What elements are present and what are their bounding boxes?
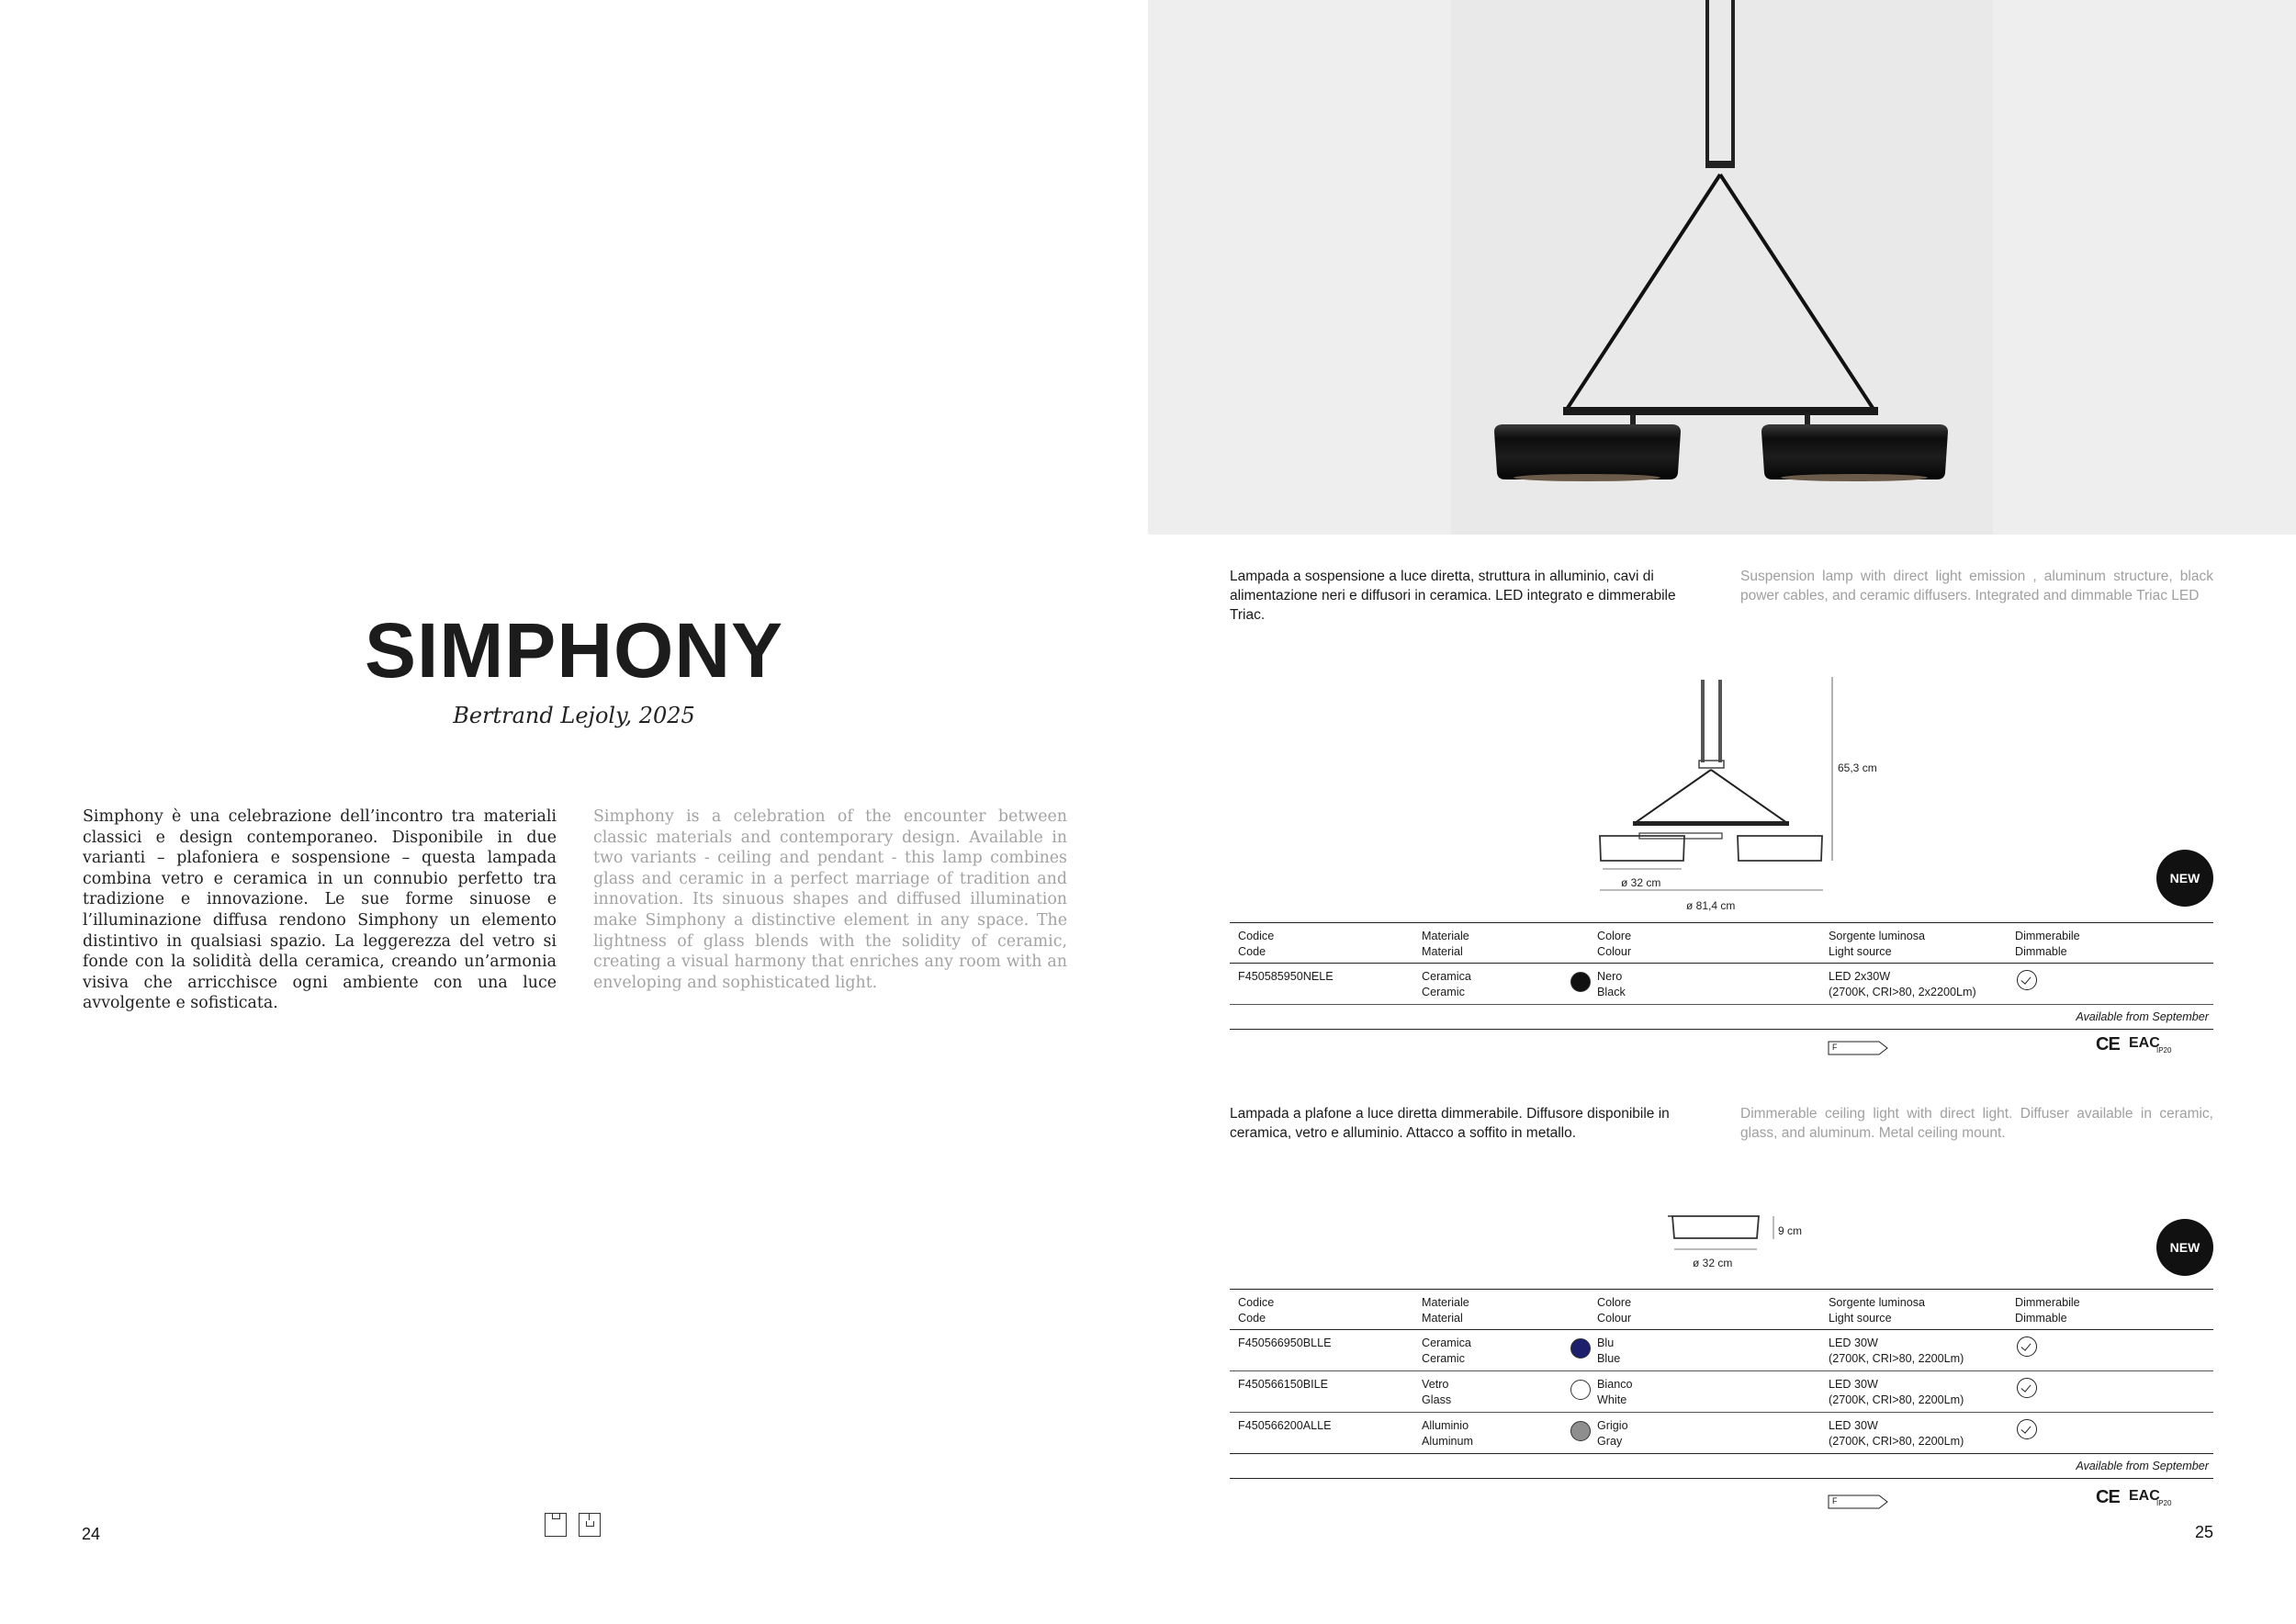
suspension-description-english: Suspension lamp with direct light emission , aluminum structure, black power cables, and ceramic diffusers. Integrated and dimmable Triac LED xyxy=(1740,569,2213,603)
eac-mark-icon: EAC xyxy=(2129,1488,2160,1504)
availability-note: Available from September xyxy=(2076,1010,2209,1023)
table-row xyxy=(1230,1330,2213,1371)
product-photo xyxy=(1148,0,2296,535)
colour-swatch xyxy=(1570,1421,1591,1441)
material: Ceramica Ceramic xyxy=(1422,970,1471,998)
light-source: LED 30W (2700K, CRI>80, 2200Lm) xyxy=(1829,1419,1964,1448)
availability-note: Available from September xyxy=(2076,1460,2209,1472)
dimmable-check-icon xyxy=(2017,1378,2037,1398)
pendant-lamp-image xyxy=(1148,0,2296,535)
table-row xyxy=(1230,1413,2213,1454)
dimmable-check-icon xyxy=(2017,1419,2037,1439)
description-english: Simphony is a celebration of the encounter between classic materials and contemporary design. Available in two variants - ceiling and pendant - this lamp combines glass and ceramic in a perfect marriage of tradition and innovation. Its sinuous shapes and diffused illumination make Simphony a distinctive element in any space. The lightness of glass blends with the solidity of ceramic, creating a visual harmony that enriches any room with an enveloping and sophisticated light. xyxy=(593,807,1067,992)
designer-credit: Bertrand Lejoly, 2025 xyxy=(453,703,695,728)
colour: Nero Black xyxy=(1597,969,1626,1000)
colour-swatch xyxy=(1570,1380,1591,1400)
header-dimmable: Dimmerabile Dimmable xyxy=(2015,930,2080,958)
dim-height-label: 9 cm xyxy=(1778,1224,1803,1237)
dim-diffuser-label: ø 32 cm xyxy=(1693,1257,1733,1269)
ceiling-dimension-drawing xyxy=(1667,1211,1795,1257)
divider xyxy=(1230,1029,2213,1030)
ip-rating: IP20 xyxy=(2156,1046,2172,1054)
header-code: Codice Code xyxy=(1238,930,1275,958)
material: Alluminio Aluminum xyxy=(1422,1419,1473,1448)
dimmable-check-icon xyxy=(2017,970,2037,990)
page-number-left: 24 xyxy=(82,1525,101,1543)
table-row xyxy=(1230,1371,2213,1413)
new-badge: NEW xyxy=(2156,1219,2213,1276)
eac-mark-icon: EAC xyxy=(2129,1035,2160,1051)
energy-class-icon: F xyxy=(1828,1494,1888,1509)
light-source: LED 30W (2700K, CRI>80, 2200Lm) xyxy=(1829,1378,1964,1406)
product-code: F450585950NELE xyxy=(1238,970,1334,983)
header-colour: Colore Colour xyxy=(1597,1296,1632,1325)
divider xyxy=(1230,1478,2213,1479)
dim-height-label: 65,3 cm xyxy=(1838,761,1877,774)
description-italian: Simphony è una celebrazione dell’incontro tra materiali classici e design contemporaneo. Disponibile in due varianti – plafoniera e sospensione – questa lampada combina vetro e ceramica in un connubio perfetto tra tradizione e innovazione. Le sue forme sinuose e l’illuminazione diffusa rendono Simphony un elemento distintivo in qualsiasi spazio. La leggerezza del vetro si fonde con la solidità della ceramica, creando un’armonia visiva che arricchisce ogni ambiente con una luce avvolgente e sofisticata. xyxy=(83,807,557,1013)
header-colour: Colore Colour xyxy=(1597,930,1632,958)
header-material: Materiale Material xyxy=(1422,930,1469,958)
ceiling-lamp-icon xyxy=(545,1513,567,1537)
new-badge: NEW xyxy=(2156,850,2213,907)
product-code: F450566200ALLE xyxy=(1238,1419,1332,1432)
colour: Grigio Gray xyxy=(1597,1418,1628,1449)
ceiling-description-italian: Lampada a plafone a luce diretta dimmerabile. Diffusore disponibile in ceramica, vetro e alluminio. Attacco a soffito in metallo. xyxy=(1230,1106,1670,1141)
material: Ceramica Ceramic xyxy=(1422,1336,1471,1365)
header-dimmable: Dimmerabile Dimmable xyxy=(2015,1296,2080,1325)
ip-rating: IP20 xyxy=(2156,1499,2172,1507)
suspension-description-italian: Lampada a sospensione a luce diretta, struttura in alluminio, cavi di alimentazione neri e diffusori in ceramica. LED integrato e dimmerabile Triac. xyxy=(1230,569,1676,623)
table-header xyxy=(1230,1289,2213,1330)
ceiling-description-english: Dimmerable ceiling light with direct light. Diffuser available in ceramic, glass, and aluminum. Metal ceiling mount. xyxy=(1740,1106,2213,1141)
dimmable-check-icon xyxy=(2017,1336,2037,1357)
colour-swatch xyxy=(1570,1338,1591,1359)
pendant-lamp-icon xyxy=(579,1513,601,1537)
header-material: Materiale Material xyxy=(1422,1296,1469,1325)
colour: Blu Blue xyxy=(1597,1336,1620,1367)
table-header xyxy=(1230,922,2213,964)
colour-swatch xyxy=(1570,972,1591,992)
table-row xyxy=(1230,964,2213,1005)
dim-diffuser-label: ø 32 cm xyxy=(1621,876,1661,889)
page-number-right: 25 xyxy=(2195,1523,2214,1541)
product-code: F450566950BLLE xyxy=(1238,1336,1332,1349)
header-light-source: Sorgente luminosa Light source xyxy=(1829,930,1926,958)
light-source: LED 30W (2700K, CRI>80, 2200Lm) xyxy=(1829,1336,1964,1365)
colour: Bianco White xyxy=(1597,1377,1633,1408)
ce-mark-icon: CE xyxy=(2096,1034,2120,1054)
material: Vetro Glass xyxy=(1422,1378,1452,1406)
dim-width-label: ø 81,4 cm xyxy=(1686,899,1736,912)
suspension-spec-table xyxy=(1230,922,2213,1029)
energy-class-icon: F xyxy=(1828,1041,1888,1055)
header-code: Codice Code xyxy=(1238,1296,1275,1325)
header-light-source: Sorgente luminosa Light source xyxy=(1829,1296,1926,1325)
product-code: F450566150BILE xyxy=(1238,1378,1329,1391)
light-source: LED 2x30W (2700K, CRI>80, 2x2200Lm) xyxy=(1829,970,1976,998)
product-title: SIMPHONY xyxy=(364,607,784,694)
ceiling-spec-table xyxy=(1230,1289,2213,1478)
ce-mark-icon: CE xyxy=(2096,1487,2120,1507)
